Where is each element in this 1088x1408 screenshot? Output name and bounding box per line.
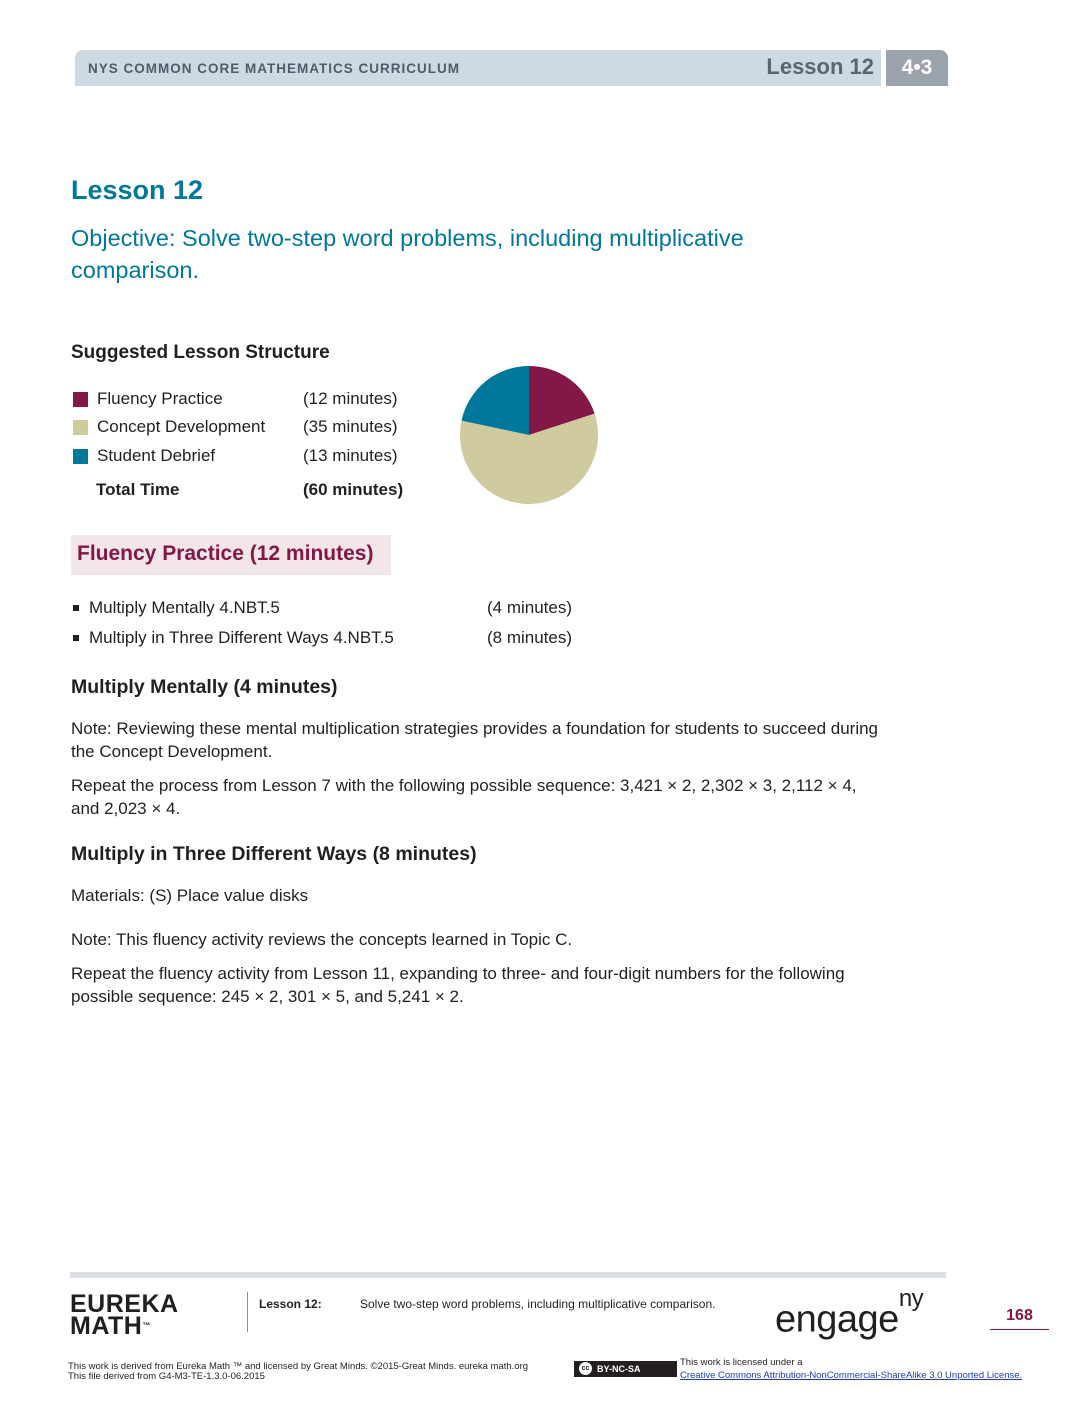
footer-divider (247, 1292, 248, 1332)
fluency-item-minutes: (8 minutes) (487, 628, 573, 647)
engage-text: engage (775, 1298, 899, 1341)
structure-item-name: Concept Development (97, 417, 266, 436)
objective-line-1: Objective: Solve two-step word problems, including multiplicative (71, 225, 744, 251)
structure-item-minutes: (12 minutes) (303, 389, 398, 408)
sequence-line-1: Repeat the fluency activity from Lesson 11, expanding to three- and four-digit numbers for the following (71, 964, 845, 983)
fluency-item-text: Multiply in Three Different Ways 4.NBT.5 (89, 628, 394, 647)
structure-item-name: Student Debrief (97, 446, 216, 465)
fluency-item-minutes: (4 minutes) (487, 598, 573, 617)
module-badge: 4•3 (886, 50, 948, 86)
structure-item-minutes: (13 minutes) (303, 446, 398, 465)
lesson-structure-pie-chart (458, 364, 600, 506)
page-number: 168 (1006, 1307, 1033, 1324)
objective-line-2: comparison. (71, 257, 199, 283)
logo-line-1: EUREKA (70, 1290, 179, 1318)
total-time-minutes: (60 minutes) (303, 480, 404, 499)
structure-item-name: Fluency Practice (97, 389, 223, 408)
fluency-banner (71, 535, 391, 575)
three-ways-sequence (71, 962, 946, 1008)
structure-item-minutes: (35 minutes) (303, 417, 398, 436)
materials-line: Materials: (S) Place value disks (71, 886, 309, 905)
legend-swatch-debrief (73, 449, 88, 464)
note-line-1: Note: Reviewing these mental multiplication strategies provides a foundation for students to succeed during (71, 719, 879, 738)
note-line-2: the Concept Development. (71, 742, 273, 761)
header-lesson-label: Lesson 12 (766, 54, 874, 79)
eureka-math-logo (70, 1290, 179, 1340)
derived-notice: This work is derived from Eureka Math ™ and licensed by Great Minds. ©2015-Great Minds. eureka math.org (68, 1361, 529, 1372)
three-ways-note: Note: This fluency activity reviews the concepts learned in Topic C. (71, 930, 573, 949)
lesson-title: Lesson 12 (71, 175, 204, 205)
license-intro: This work is licensed under a (680, 1357, 803, 1368)
objective (71, 222, 891, 286)
sequence-line-1: Repeat the process from Lesson 7 with the following possible sequence: 3,421 × 2, 2,302 × 3, 2,112 × 4, (71, 776, 857, 795)
logo-line-2 (70, 1312, 179, 1340)
multiply-mentally-note (71, 717, 946, 763)
cc-license-badge (574, 1361, 677, 1377)
logo-math-text: MATH (70, 1312, 143, 1340)
square-bullet-icon (73, 605, 79, 611)
three-ways-heading: Multiply in Three Different Ways (8 minutes) (71, 843, 477, 865)
multiply-mentally-sequence (71, 774, 946, 820)
footer-rule (70, 1272, 946, 1278)
sequence-line-2: and 2,023 × 4. (71, 799, 181, 818)
ny-text: ny (898, 1285, 924, 1312)
footer-lesson-objective: Solve two-step word problems, including multiplicative comparison. (360, 1297, 716, 1311)
cc-badge-text: BY-NC-SA (597, 1364, 641, 1374)
multiply-mentally-heading: Multiply Mentally (4 minutes) (71, 676, 338, 698)
total-time-label: Total Time (96, 480, 180, 499)
curriculum-label: NYS COMMON CORE MATHEMATICS CURRICULUM (88, 61, 460, 76)
fluency-item-text: Multiply Mentally 4.NBT.5 (89, 598, 280, 617)
sequence-line-2: possible sequence: 245 × 2, 301 × 5, and 5,241 × 2. (71, 987, 464, 1006)
footer-lesson-label: Lesson 12: (259, 1297, 322, 1311)
square-bullet-icon (73, 635, 79, 641)
trademark-mark: ™ (142, 1321, 151, 1330)
license-link[interactable]: Creative Commons Attribution-NonCommercial-ShareAlike 3.0 Unported License. (680, 1370, 1023, 1381)
engageny-logo (775, 1285, 924, 1342)
fluency-banner-text: Fluency Practice (12 minutes) (77, 542, 374, 565)
creative-commons-icon: cc (579, 1362, 592, 1375)
legend-swatch-fluency (73, 392, 88, 407)
page-number-rule (990, 1329, 1049, 1330)
file-notice: This file derived from G4-M3-TE-1.3.0-06.2015 (68, 1371, 265, 1382)
legend-swatch-concept (73, 420, 88, 435)
structure-heading: Suggested Lesson Structure (71, 342, 330, 363)
